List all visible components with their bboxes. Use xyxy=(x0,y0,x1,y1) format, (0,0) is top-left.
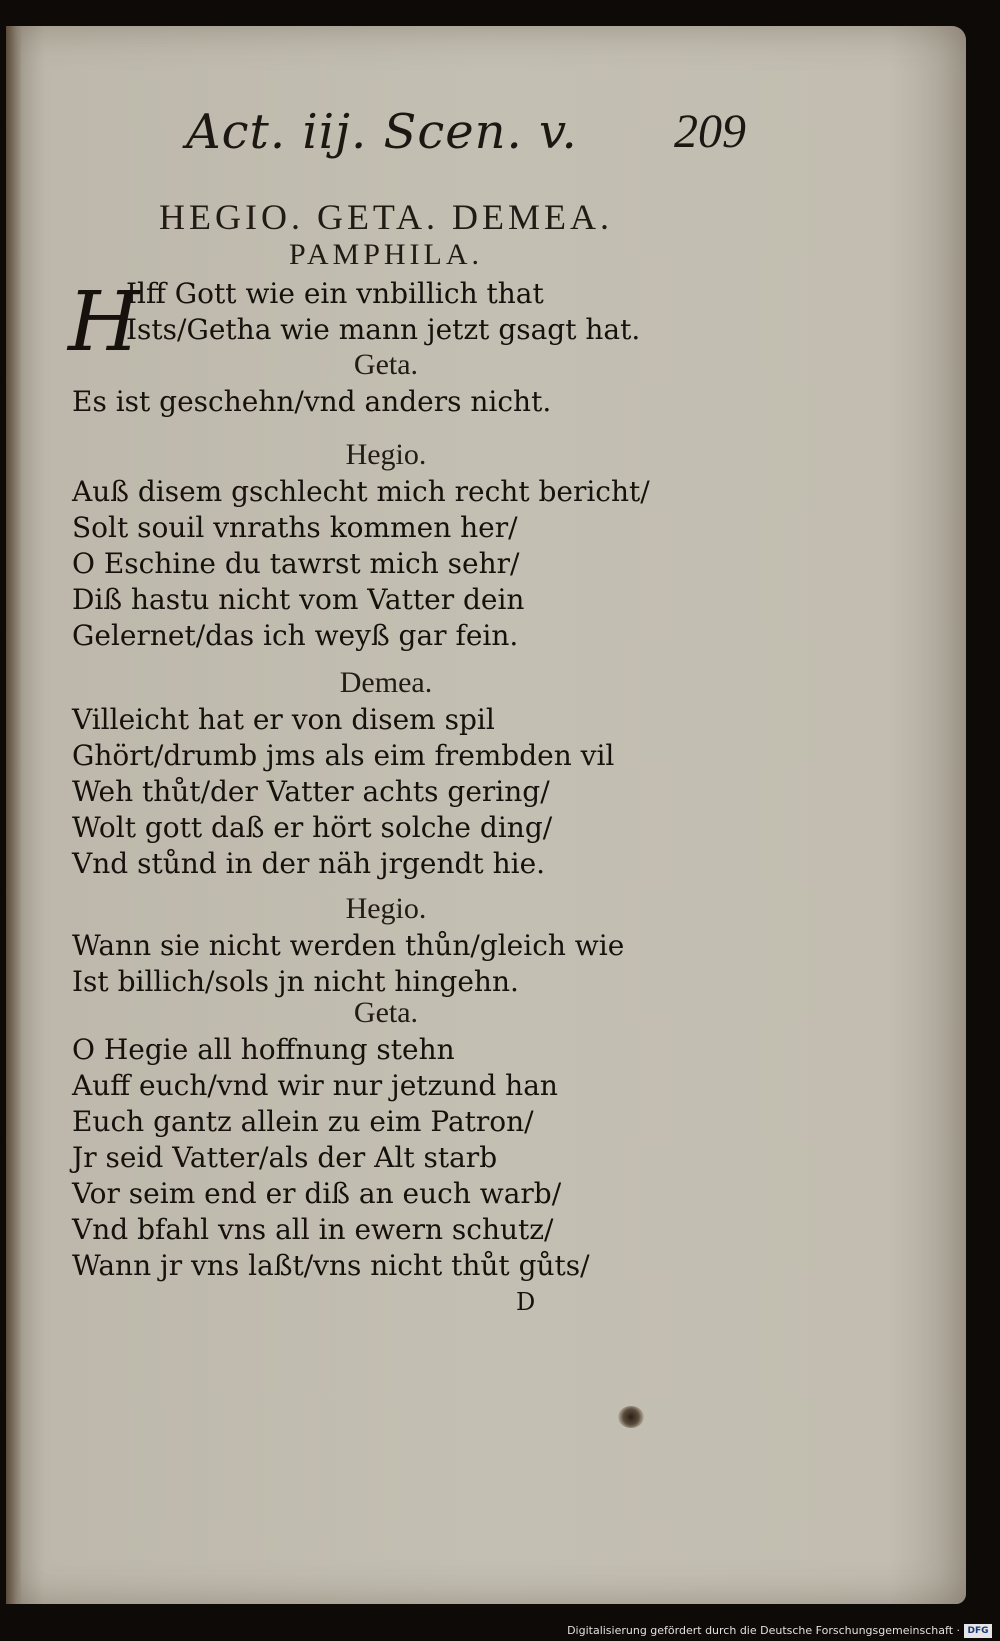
verse-line: Auß disem gschlecht mich recht bericht/ xyxy=(72,475,650,508)
verse-line: Ilff Gott wie ein vnbillich that xyxy=(126,277,544,310)
verse-line: O Eschine du tawrst mich sehr/ xyxy=(72,547,520,580)
drop-cap: H xyxy=(68,275,140,370)
verse-line: Villeicht hat er von disem spil xyxy=(72,703,495,736)
page-spine-shadow xyxy=(6,26,22,1604)
scene-heading-characters-cont: PAMPHILA. xyxy=(288,238,484,271)
verse-line: Vor seim end er diß an euch warb/ xyxy=(72,1177,562,1210)
speaker-label: Geta. xyxy=(353,996,419,1029)
verse-line: Wann sie nicht werden thůn/gleich wie xyxy=(72,929,625,962)
verse-block xyxy=(72,474,692,654)
digitization-footer xyxy=(0,1611,1000,1641)
speaker-label: Demea. xyxy=(339,666,433,699)
running-title: Act. iij. Scen. v. xyxy=(186,104,578,160)
verse-block xyxy=(72,384,692,420)
page-header xyxy=(186,104,746,174)
funding-credit: Digitalisierung gefördert durch die Deutsche Forschungsgemeinschaft · xyxy=(567,1624,960,1637)
speaker-label: Geta. xyxy=(353,348,419,381)
page-number: 209 xyxy=(674,105,746,158)
dfg-logo-icon: DFG xyxy=(964,1624,992,1638)
verse-line: Ghört/drumb jms als eim frembden vil xyxy=(72,739,615,772)
speaker-label: Hegio. xyxy=(345,438,427,471)
verse-line: Ist billich/sols jn nicht hingehn. xyxy=(72,965,519,998)
verse-block xyxy=(72,1032,692,1284)
catchword: D xyxy=(516,1288,536,1316)
verse-line: Auff euch/vnd wir nur jetzund han xyxy=(72,1069,558,1102)
verse-line: Vnd bfahl vns all in ewern schutz/ xyxy=(72,1213,554,1246)
verse-block xyxy=(72,928,692,1000)
verse-line: Solt souil vnraths kommen her/ xyxy=(72,511,518,544)
verse-line: Wolt gott daß er hört solche ding/ xyxy=(72,811,553,844)
verse-line: Gelernet/das ich weyß gar fein. xyxy=(72,619,519,652)
verse-line: Ists/Getha wie mann jetzt gsagt hat. xyxy=(126,313,641,346)
verse-line: Jr seid Vatter/als der Alt starb xyxy=(72,1141,498,1174)
verse-block xyxy=(126,276,746,348)
speaker-label: Hegio. xyxy=(345,892,427,925)
verse-line: Euch gantz allein zu eim Patron/ xyxy=(72,1105,534,1138)
verse-line: Weh thůt/der Vatter achts gering/ xyxy=(72,775,550,808)
verse-line: Diß hastu nicht vom Vatter dein xyxy=(72,583,525,616)
verse-block xyxy=(72,702,692,882)
scene-heading-characters: HEGIO. GETA. DEMEA. xyxy=(158,197,614,237)
verse-line: Es ist geschehn/vnd anders nicht. xyxy=(72,385,552,418)
verse-line: O Hegie all hoffnung stehn xyxy=(72,1033,455,1066)
book-page xyxy=(6,26,966,1604)
verse-line: Wann jr vns laßt/vns nicht thůt gůts/ xyxy=(72,1249,590,1282)
verse-line: Vnd stůnd in der näh jrgendt hie. xyxy=(72,847,546,880)
ink-stain xyxy=(618,1406,644,1428)
